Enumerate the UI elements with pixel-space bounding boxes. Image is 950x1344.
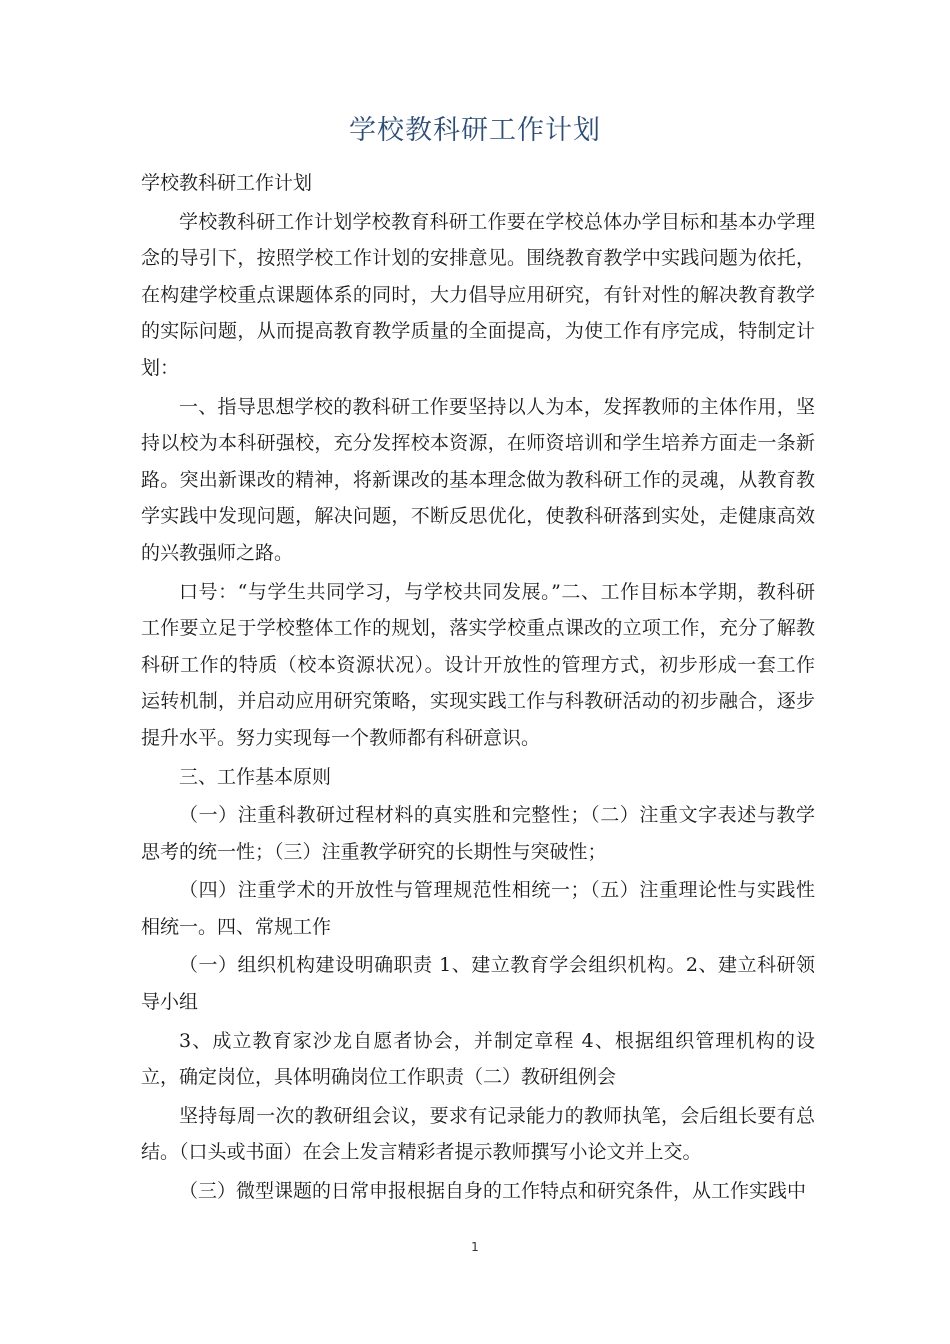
document-title: 学校教科研工作计划 (349, 115, 601, 146)
paragraph: 学校教科研工作计划学校教育科研工作要在学校总体办学目标和基本办学理念的导引下，按照学校工作计划的安排意见。围绕教育教学中实践问题为依托，在构建学校重点课题体系的同时，大力倡导应用研究，有针对性的解决教育教学的实际问题，从而提高教育教学质量的全面提高，为使工作有序完成，特制定计划： (141, 210, 815, 379)
paragraph: （四）注重学术的开放性与管理规范性相统一；（五）注重理论性与实践性相统一。四、常规工作 (141, 879, 815, 938)
document-body (141, 165, 815, 1212)
paragraph: 口号：“与学生共同学习，与学校共同发展。”二、工作目标本学期，教科研工作要立足于学校整体工作的规划，落实学校重点课改的立项工作，充分了解教科研工作的特质（校本资源状况）。设计开放性的管理方式，初步形成一套工作运转机制，并启动应用研究策略，实现实践工作与科教研活动的初步融合，逐步提升水平。努力实现每一个教师都有科研意识。 (141, 580, 815, 749)
paragraph: （一）组织机构建设明确职责 1、建立教育学会组织机构。2、建立科研领导小组 (141, 954, 815, 1014)
paragraph: （三）微型课题的日常申报根据自身的工作特点和研究条件，从工作实践中 (179, 1180, 807, 1203)
document-subtitle: 学校教科研工作计划 (141, 172, 313, 194)
paragraph: 三、工作基本原则 (179, 765, 332, 788)
page-number: 1 (471, 1240, 479, 1254)
paragraph: 坚持每周一次的教研组会议，要求有记录能力的教师执笔，会后组长要有总结。（口头或书面）在会上发言精彩者提示教师撰写小论文并上交。 (141, 1104, 815, 1164)
paragraph: （一）注重科教研过程材料的真实胜和完整性；（二）注重文字表述与教学思考的统一性；（三）注重教学研究的长期性与突破性； (141, 804, 815, 863)
paragraph: 一、指导思想学校的教科研工作要坚持以人为本，发挥教师的主体作用，坚持以校为本科研强校，充分发挥校本资源，在师资培训和学生培养方面走一条新路。突出新课改的精神，将新课改的基本理念做为教科研工作的灵魂，从教育教学实践中发现问题，解决问题，不断反思优化，使教科研落到实处，走健康高效的兴教强师之路。 (141, 395, 815, 564)
paragraph: 3、成立教育家沙龙自愿者协会，并制定章程 4、根据组织管理机构的设立，确定岗位，具体明确岗位工作职责（二）教研组例会 (141, 1029, 815, 1089)
